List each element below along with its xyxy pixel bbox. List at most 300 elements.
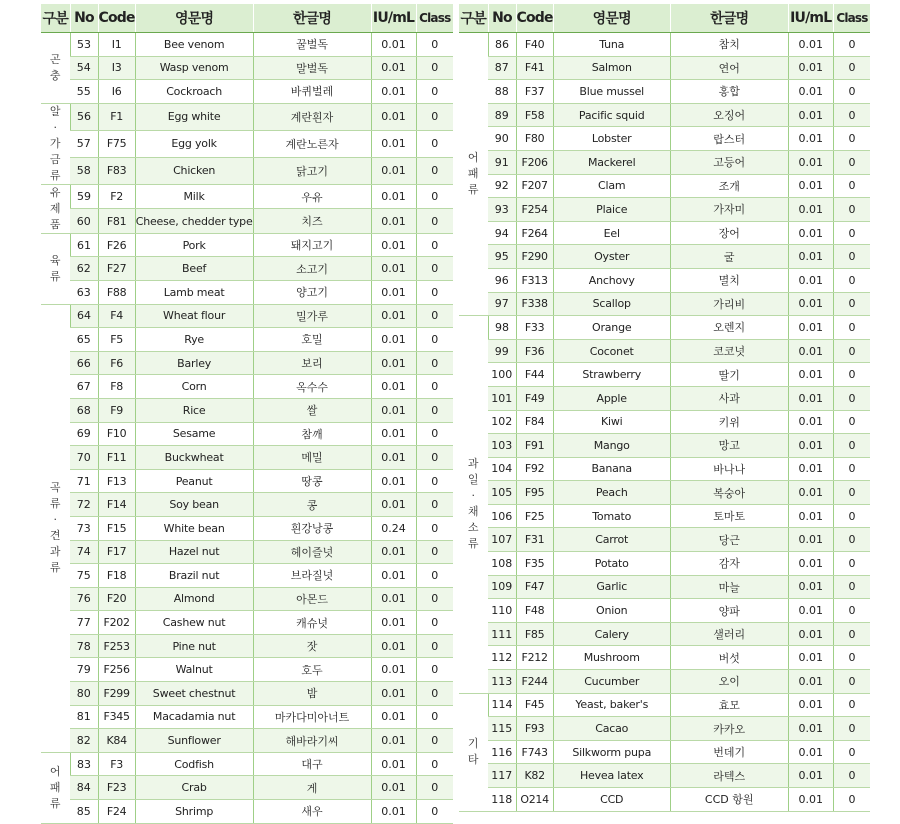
table-row <box>41 351 453 375</box>
allergen-iu-value: 0.01 <box>371 351 416 375</box>
allergen-no: 56 <box>70 103 98 130</box>
category-cell <box>459 316 488 694</box>
allergen-iu-value: 0.01 <box>371 658 416 682</box>
allergen-english-name: Mackerel <box>553 150 670 174</box>
allergen-code: F253 <box>98 634 135 658</box>
allergen-code: K82 <box>516 764 553 788</box>
allergen-korean-name: 바나나 <box>670 457 788 481</box>
allergen-code: F35 <box>516 552 553 576</box>
allergen-iu-value: 0.01 <box>371 80 416 104</box>
table-row <box>459 339 870 363</box>
category-label: 육류 <box>49 253 61 283</box>
table-row <box>41 33 453 57</box>
allergen-class: 0 <box>416 130 453 157</box>
table-row <box>41 103 453 130</box>
allergen-class: 0 <box>416 705 453 729</box>
allergen-code: F3 <box>98 752 135 776</box>
table-row <box>41 564 453 588</box>
table-row <box>41 130 453 157</box>
allergen-iu-value: 0.01 <box>788 646 833 670</box>
table-row <box>459 575 870 599</box>
allergen-iu-value: 0.01 <box>788 528 833 552</box>
allergen-class: 0 <box>416 233 453 257</box>
allergen-english-name: Cucumber <box>553 670 670 694</box>
allergen-korean-name: 소고기 <box>253 257 371 281</box>
allergen-class: 0 <box>416 587 453 611</box>
table-header-row <box>459 4 870 33</box>
allergen-english-name: Wheat flour <box>135 304 253 328</box>
allergen-english-name: Calery <box>553 622 670 646</box>
allergen-code: F44 <box>516 363 553 387</box>
category-cell <box>459 33 488 316</box>
allergen-korean-name: 사과 <box>670 386 788 410</box>
allergen-english-name: Peach <box>553 481 670 505</box>
allergen-english-name: CCD <box>553 788 670 812</box>
table-row <box>41 493 453 517</box>
allergen-code: I3 <box>98 56 135 80</box>
allergen-no: 113 <box>488 670 516 694</box>
allergen-iu-value: 0.01 <box>788 575 833 599</box>
allergen-code: F290 <box>516 245 553 269</box>
allergen-code: F92 <box>516 457 553 481</box>
allergen-code: F11 <box>98 446 135 470</box>
allergen-korean-name: 아몬드 <box>253 587 371 611</box>
allergen-korean-name: 게 <box>253 776 371 800</box>
allergen-korean-name: 버섯 <box>670 646 788 670</box>
header-english-name: 영문명 <box>135 4 253 33</box>
category-cell <box>41 304 70 752</box>
allergen-korean-name: 해바라기씨 <box>253 729 371 753</box>
allergen-no: 85 <box>70 800 98 824</box>
allergen-iu-value: 0.01 <box>788 103 833 127</box>
allergen-class: 0 <box>416 422 453 446</box>
category-cell <box>459 693 488 811</box>
allergen-no: 106 <box>488 504 516 528</box>
allergen-no: 107 <box>488 528 516 552</box>
allergen-korean-name: CCD 항원 <box>670 788 788 812</box>
allergen-no: 112 <box>488 646 516 670</box>
table-row <box>41 587 453 611</box>
header-korean-name: 한글명 <box>670 4 788 33</box>
allergen-korean-name: 고등어 <box>670 150 788 174</box>
allergen-class: 0 <box>833 717 870 741</box>
allergen-iu-value: 0.01 <box>371 422 416 446</box>
allergen-class: 0 <box>416 752 453 776</box>
category-label: 곡류·견과류 <box>49 481 61 575</box>
allergen-korean-name: 옥수수 <box>253 375 371 399</box>
allergen-no: 69 <box>70 422 98 446</box>
allergen-code: F83 <box>98 157 135 184</box>
allergen-korean-name: 가자미 <box>670 198 788 222</box>
allergen-class: 0 <box>833 268 870 292</box>
table-row <box>41 776 453 800</box>
allergen-class: 0 <box>833 575 870 599</box>
allergen-english-name: Corn <box>135 375 253 399</box>
table-row <box>41 752 453 776</box>
allergen-no: 104 <box>488 457 516 481</box>
allergen-english-name: Sunflower <box>135 729 253 753</box>
allergen-no: 55 <box>70 80 98 104</box>
allergen-iu-value: 0.01 <box>788 504 833 528</box>
allergen-iu-value: 0.01 <box>371 103 416 130</box>
allergen-korean-name: 장어 <box>670 221 788 245</box>
allergen-class: 0 <box>833 434 870 458</box>
table-row <box>41 257 453 281</box>
category-label: 유제품 <box>49 185 61 231</box>
allergen-iu-value: 0.01 <box>371 375 416 399</box>
allergen-no: 75 <box>70 564 98 588</box>
allergen-class: 0 <box>833 528 870 552</box>
allergen-no: 101 <box>488 386 516 410</box>
allergen-korean-name: 밀가루 <box>253 304 371 328</box>
allergen-code: F2 <box>98 184 135 209</box>
allergen-iu-value: 0.01 <box>788 599 833 623</box>
allergen-no: 115 <box>488 717 516 741</box>
allergen-english-name: Soy bean <box>135 493 253 517</box>
allergen-korean-name: 번데기 <box>670 740 788 764</box>
table-row <box>41 540 453 564</box>
category-label: 어패류 <box>467 151 479 197</box>
allergen-korean-name: 콩 <box>253 493 371 517</box>
allergen-korean-name: 토마토 <box>670 504 788 528</box>
allergen-class: 0 <box>416 540 453 564</box>
header-no: No <box>488 4 516 33</box>
table-row <box>41 328 453 352</box>
allergen-iu-value: 0.01 <box>788 221 833 245</box>
allergen-korean-name: 마카다미아너트 <box>253 705 371 729</box>
allergen-code: F202 <box>98 611 135 635</box>
allergen-english-name: Pork <box>135 233 253 257</box>
allergen-code: F48 <box>516 599 553 623</box>
allergen-english-name: Almond <box>135 587 253 611</box>
allergen-iu-value: 0.01 <box>371 257 416 281</box>
allergen-iu-value: 0.01 <box>371 209 416 234</box>
allergen-iu-value: 0.01 <box>788 268 833 292</box>
allergen-no: 66 <box>70 351 98 375</box>
table-row <box>459 434 870 458</box>
allergen-english-name: Mango <box>553 434 670 458</box>
header-category: 구분 <box>459 4 488 33</box>
allergen-code: F264 <box>516 221 553 245</box>
allergen-no: 99 <box>488 339 516 363</box>
allergen-english-name: Codfish <box>135 752 253 776</box>
allergen-iu-value: 0.01 <box>371 469 416 493</box>
allergen-code: F212 <box>516 646 553 670</box>
allergen-english-name: Plaice <box>553 198 670 222</box>
table-row <box>459 221 870 245</box>
allergen-english-name: Banana <box>553 457 670 481</box>
table-row <box>459 150 870 174</box>
table-row <box>459 764 870 788</box>
allergen-no: 102 <box>488 410 516 434</box>
allergen-code: F345 <box>98 705 135 729</box>
allergen-korean-name: 꿀벌독 <box>253 33 371 57</box>
table-row <box>41 729 453 753</box>
allergen-class: 0 <box>833 670 870 694</box>
table-row <box>41 446 453 470</box>
category-cell <box>41 33 70 104</box>
allergen-iu-value: 0.01 <box>788 198 833 222</box>
allergen-code: F91 <box>516 434 553 458</box>
allergen-class: 0 <box>416 493 453 517</box>
allergen-no: 90 <box>488 127 516 151</box>
allergen-class: 0 <box>416 729 453 753</box>
allergen-no: 97 <box>488 292 516 316</box>
allergen-korean-name: 복숭아 <box>670 481 788 505</box>
table-row <box>41 658 453 682</box>
allergen-no: 94 <box>488 221 516 245</box>
allergen-english-name: Sesame <box>135 422 253 446</box>
allergen-iu-value: 0.01 <box>371 130 416 157</box>
allergen-code: F256 <box>98 658 135 682</box>
allergen-korean-name: 땅콩 <box>253 469 371 493</box>
allergen-korean-name: 연어 <box>670 56 788 80</box>
allergen-class: 0 <box>416 351 453 375</box>
allergen-english-name: Buckwheat <box>135 446 253 470</box>
allergen-code: F15 <box>98 516 135 540</box>
allergen-english-name: Strawberry <box>553 363 670 387</box>
allergen-code: F47 <box>516 575 553 599</box>
allergen-no: 58 <box>70 157 98 184</box>
allergen-class: 0 <box>416 304 453 328</box>
allergen-class: 0 <box>416 682 453 706</box>
allergen-class: 0 <box>833 150 870 174</box>
allergen-class: 0 <box>416 800 453 824</box>
header-category: 구분 <box>41 4 70 33</box>
allergen-english-name: Egg yolk <box>135 130 253 157</box>
allergen-iu-value: 0.01 <box>371 587 416 611</box>
allergen-class: 0 <box>833 481 870 505</box>
allergen-korean-name: 캐슈넛 <box>253 611 371 635</box>
allergen-korean-name: 당근 <box>670 528 788 552</box>
allergen-english-name: Milk <box>135 184 253 209</box>
allergen-no: 72 <box>70 493 98 517</box>
allergen-korean-name: 밤 <box>253 682 371 706</box>
allergen-code: F37 <box>516 80 553 104</box>
allergen-iu-value: 0.24 <box>371 516 416 540</box>
allergen-iu-value: 0.01 <box>788 386 833 410</box>
allergen-english-name: Oyster <box>553 245 670 269</box>
allergen-no: 68 <box>70 398 98 422</box>
table-header-row <box>41 4 453 33</box>
allergen-class: 0 <box>416 469 453 493</box>
allergen-korean-name: 헤이즐넛 <box>253 540 371 564</box>
table-row <box>459 599 870 623</box>
allergen-iu-value: 0.01 <box>788 717 833 741</box>
allergen-code: I1 <box>98 33 135 57</box>
allergen-english-name: Onion <box>553 599 670 623</box>
allergen-code: F338 <box>516 292 553 316</box>
allergen-no: 71 <box>70 469 98 493</box>
category-cell <box>41 233 70 304</box>
header-code: Code <box>98 4 135 33</box>
allergen-code: F23 <box>98 776 135 800</box>
allergen-class: 0 <box>833 788 870 812</box>
allergen-korean-name: 쌀 <box>253 398 371 422</box>
allergen-class: 0 <box>833 127 870 151</box>
allergen-class: 0 <box>416 33 453 57</box>
allergen-class: 0 <box>833 80 870 104</box>
table-row <box>459 740 870 764</box>
allergen-class: 0 <box>833 386 870 410</box>
allergen-code: F31 <box>516 528 553 552</box>
allergen-class: 0 <box>833 245 870 269</box>
allergen-class: 0 <box>416 776 453 800</box>
allergen-korean-name: 키위 <box>670 410 788 434</box>
allergen-code: F206 <box>516 150 553 174</box>
allergen-code: F58 <box>516 103 553 127</box>
allergen-korean-name: 호두 <box>253 658 371 682</box>
allergen-korean-name: 보리 <box>253 351 371 375</box>
allergen-english-name: Eel <box>553 221 670 245</box>
allergen-no: 109 <box>488 575 516 599</box>
allergen-english-name: Tomato <box>553 504 670 528</box>
allergen-class: 0 <box>416 446 453 470</box>
table-row <box>41 682 453 706</box>
allergen-korean-name: 호밀 <box>253 328 371 352</box>
allergen-code: F9 <box>98 398 135 422</box>
allergen-korean-name: 우유 <box>253 184 371 209</box>
table-row <box>459 481 870 505</box>
allergen-english-name: Cheese, chedder type <box>135 209 253 234</box>
allergen-code: F20 <box>98 587 135 611</box>
allergen-korean-name: 양파 <box>670 599 788 623</box>
table-row <box>459 363 870 387</box>
allergen-korean-name: 감자 <box>670 552 788 576</box>
header-korean-name: 한글명 <box>253 4 371 33</box>
allergen-code: F25 <box>516 504 553 528</box>
allergen-code: F36 <box>516 339 553 363</box>
allergen-code: F33 <box>516 316 553 340</box>
table-row <box>459 457 870 481</box>
allergen-class: 0 <box>833 410 870 434</box>
allergen-no: 103 <box>488 434 516 458</box>
allergen-no: 78 <box>70 634 98 658</box>
allergen-english-name: Kiwi <box>553 410 670 434</box>
table-row <box>41 304 453 328</box>
allergen-iu-value: 0.01 <box>788 693 833 717</box>
allergen-english-name: Tuna <box>553 33 670 57</box>
allergen-iu-value: 0.01 <box>371 56 416 80</box>
allergen-class: 0 <box>416 398 453 422</box>
allergen-no: 63 <box>70 280 98 304</box>
category-cell <box>41 103 70 184</box>
allergen-class: 0 <box>833 457 870 481</box>
allergen-iu-value: 0.01 <box>788 56 833 80</box>
allergen-iu-value: 0.01 <box>371 682 416 706</box>
allergen-class: 0 <box>416 80 453 104</box>
allergen-class: 0 <box>416 56 453 80</box>
allergen-no: 79 <box>70 658 98 682</box>
allergen-korean-name: 홍합 <box>670 80 788 104</box>
table-row <box>459 693 870 717</box>
allergen-class: 0 <box>416 209 453 234</box>
allergen-iu-value: 0.01 <box>788 33 833 57</box>
allergen-iu-value: 0.01 <box>788 670 833 694</box>
allergen-no: 64 <box>70 304 98 328</box>
allergen-korean-name: 새우 <box>253 800 371 824</box>
allergen-korean-name: 닭고기 <box>253 157 371 184</box>
allergen-code: F254 <box>516 198 553 222</box>
allergen-no: 80 <box>70 682 98 706</box>
header-iu-ml: IU/mL <box>371 4 416 33</box>
allergen-code: F313 <box>516 268 553 292</box>
allergen-code: F1 <box>98 103 135 130</box>
allergen-english-name: Clam <box>553 174 670 198</box>
allergen-korean-name: 마늘 <box>670 575 788 599</box>
allergen-code: F10 <box>98 422 135 446</box>
allergen-code: F40 <box>516 33 553 57</box>
allergen-iu-value: 0.01 <box>371 729 416 753</box>
table-row <box>41 80 453 104</box>
allergen-code: F13 <box>98 469 135 493</box>
allergen-class: 0 <box>833 33 870 57</box>
allergen-code: F18 <box>98 564 135 588</box>
allergen-class: 0 <box>833 552 870 576</box>
allergen-english-name: Lobster <box>553 127 670 151</box>
allergen-no: 60 <box>70 209 98 234</box>
allergen-iu-value: 0.01 <box>371 493 416 517</box>
allergen-no: 73 <box>70 516 98 540</box>
allergen-korean-name: 조개 <box>670 174 788 198</box>
allergen-code: F85 <box>516 622 553 646</box>
allergen-korean-name: 브라질넛 <box>253 564 371 588</box>
allergen-english-name: Orange <box>553 316 670 340</box>
table-row <box>41 375 453 399</box>
table-row <box>459 622 870 646</box>
allergen-class: 0 <box>833 292 870 316</box>
allergen-no: 116 <box>488 740 516 764</box>
allergen-korean-name: 말벌독 <box>253 56 371 80</box>
allergen-code: F93 <box>516 717 553 741</box>
table-row <box>459 174 870 198</box>
allergen-no: 92 <box>488 174 516 198</box>
allergen-code: F14 <box>98 493 135 517</box>
allergen-english-name: Peanut <box>135 469 253 493</box>
allergen-code: I6 <box>98 80 135 104</box>
table-row <box>459 410 870 434</box>
allergen-no: 117 <box>488 764 516 788</box>
allergen-code: F207 <box>516 174 553 198</box>
header-iu-ml: IU/mL <box>788 4 833 33</box>
allergen-english-name: Wasp venom <box>135 56 253 80</box>
allergen-iu-value: 0.01 <box>371 634 416 658</box>
allergen-class: 0 <box>833 221 870 245</box>
allergen-iu-value: 0.01 <box>371 446 416 470</box>
table-row <box>459 56 870 80</box>
allergen-english-name: Bee venom <box>135 33 253 57</box>
table-row <box>459 33 870 57</box>
allergen-korean-name: 망고 <box>670 434 788 458</box>
allergen-korean-name: 딸기 <box>670 363 788 387</box>
table-row <box>459 788 870 812</box>
allergen-english-name: Cockroach <box>135 80 253 104</box>
allergen-code: F27 <box>98 257 135 281</box>
allergen-korean-name: 오렌지 <box>670 316 788 340</box>
category-label: 과일·채소류 <box>467 457 479 551</box>
allergen-code: F244 <box>516 670 553 694</box>
allergen-iu-value: 0.01 <box>371 304 416 328</box>
table-row <box>41 184 453 209</box>
allergen-table-left <box>41 4 453 824</box>
allergen-table-right <box>459 4 870 812</box>
category-label: 알·가금류 <box>49 104 61 182</box>
allergen-class: 0 <box>416 280 453 304</box>
allergen-no: 84 <box>70 776 98 800</box>
header-class: Class <box>416 4 453 33</box>
allergen-english-name: Macadamia nut <box>135 705 253 729</box>
allergen-no: 67 <box>70 375 98 399</box>
